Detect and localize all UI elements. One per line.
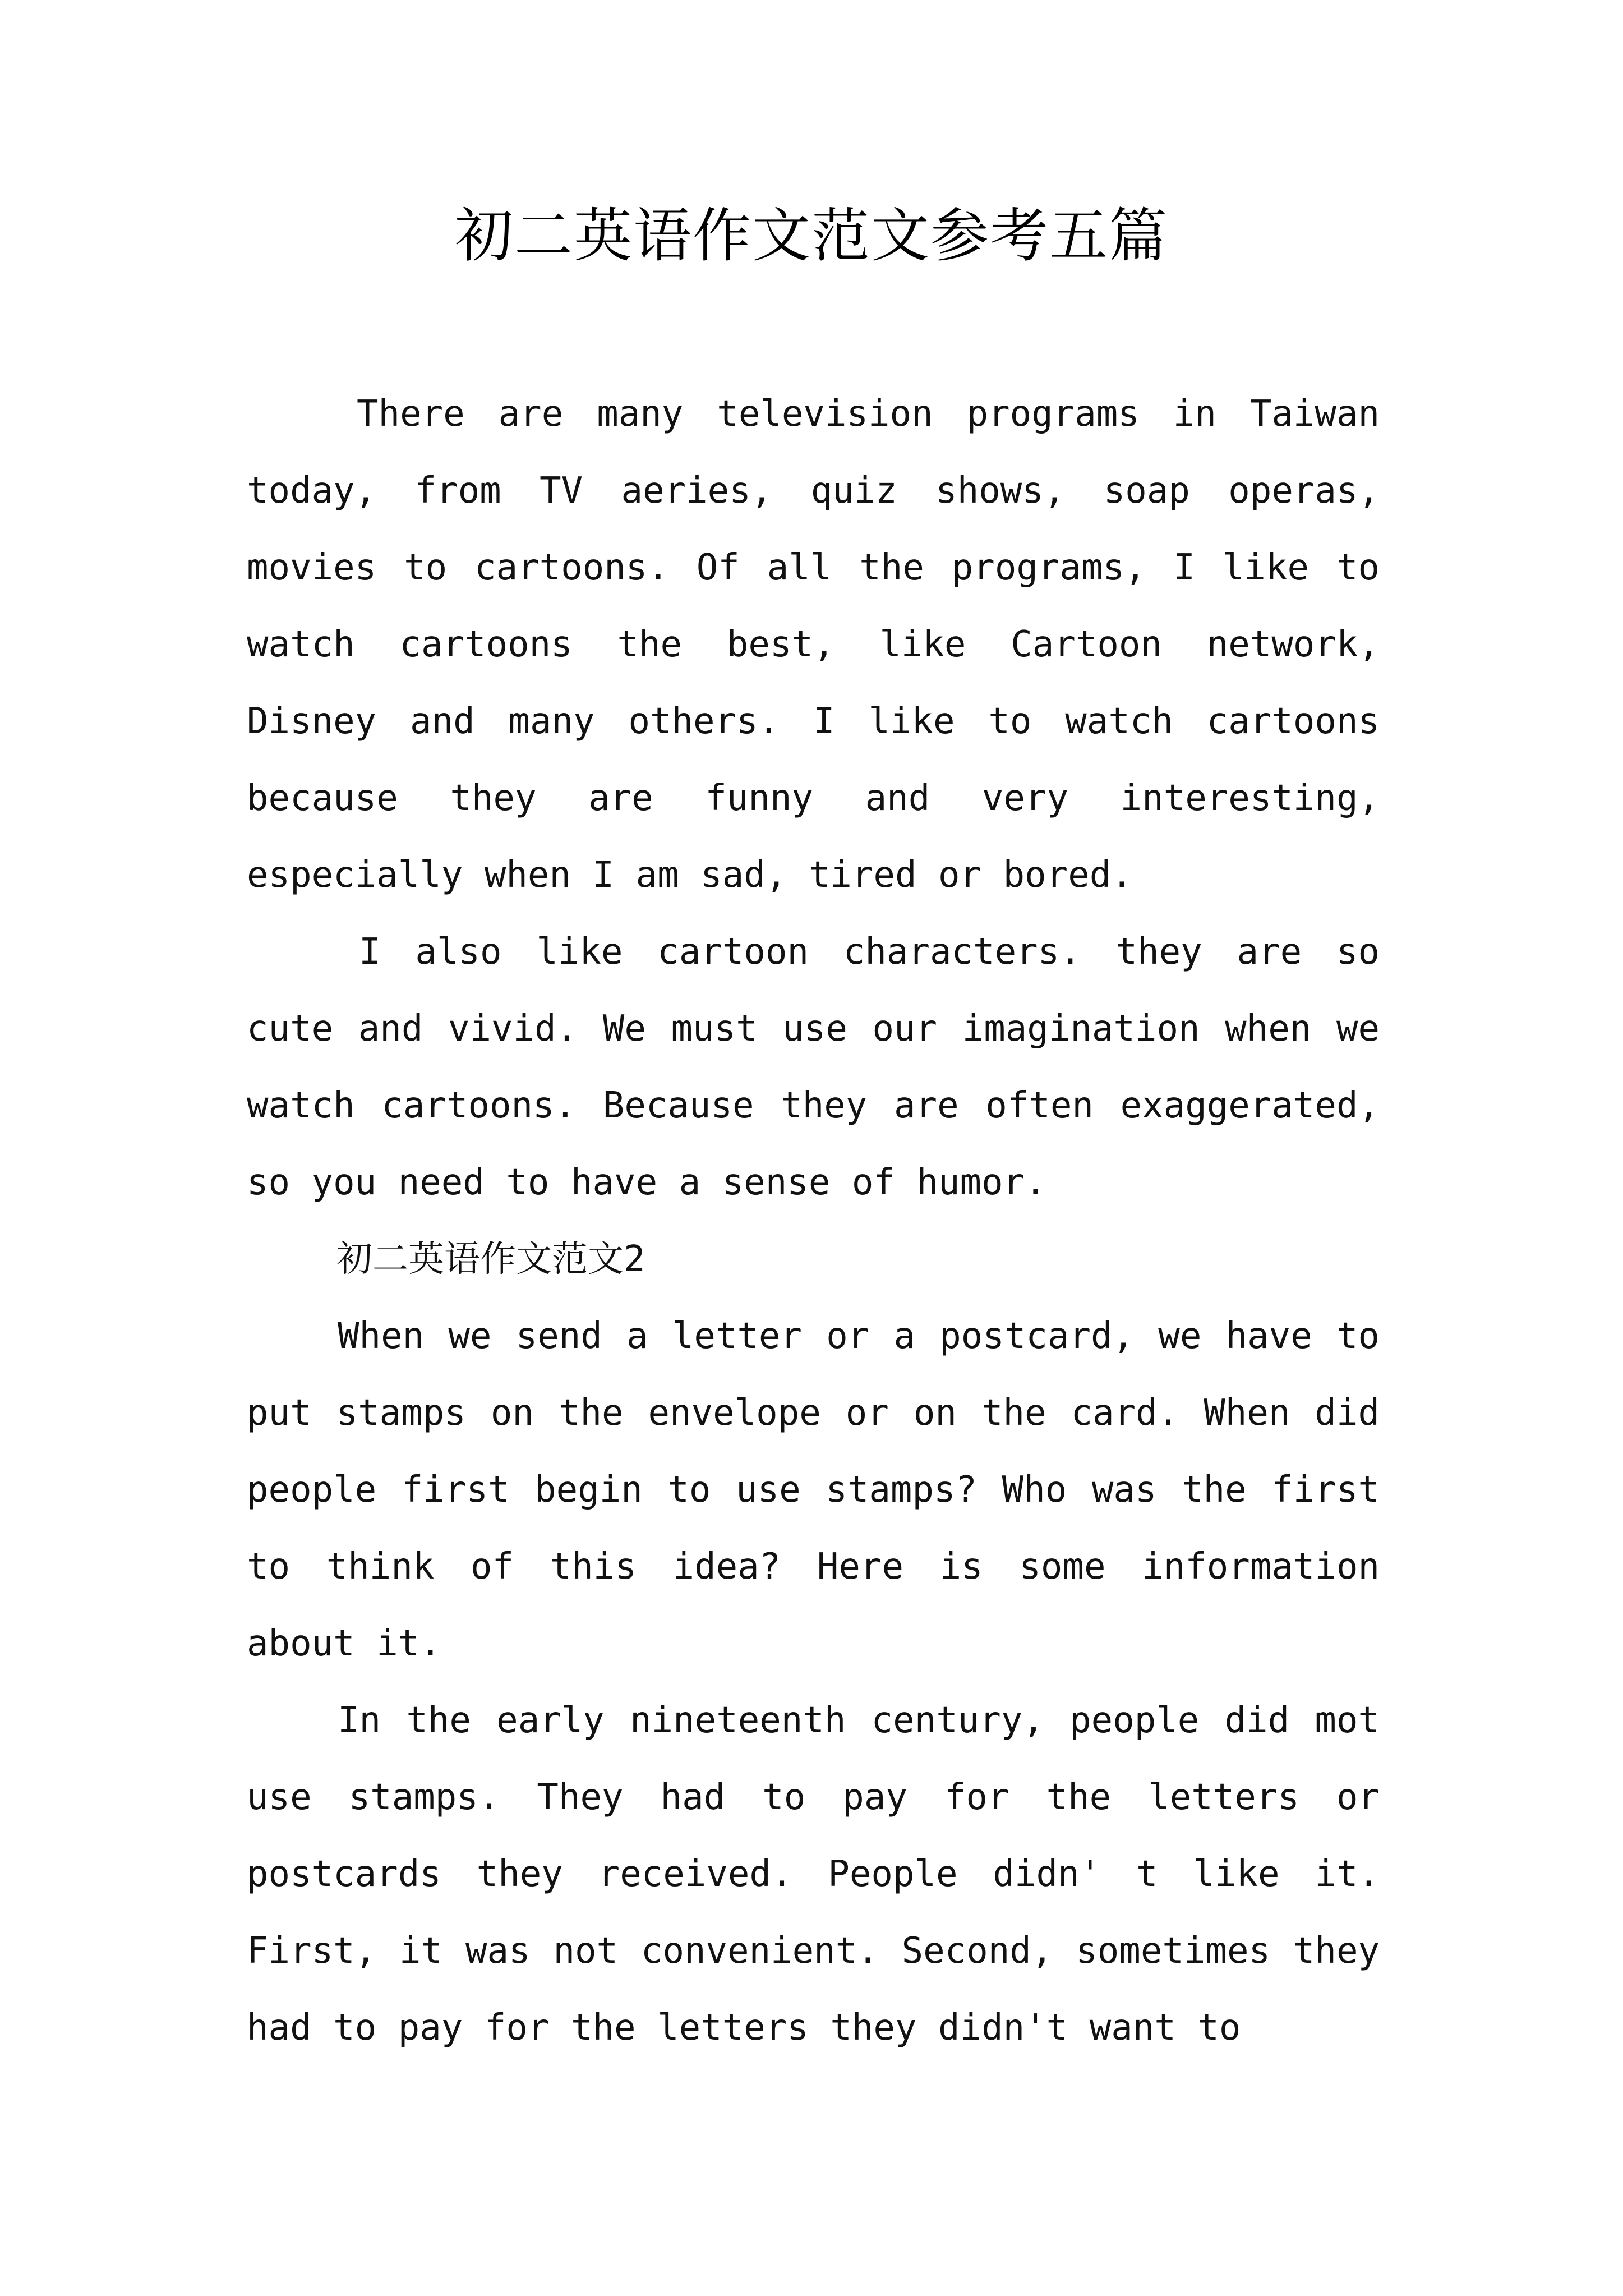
paragraph-2: I also like cartoon characters. they are so cute and vivid. We must use our imagination when we watch cartoons. Because they are often exaggerated, so you need to have a sense of humor.: [247, 931, 1380, 1203]
section-heading-2: 初二英语作文范文2: [336, 1239, 645, 1280]
document-title: 初二英语作文范文参考五篇: [454, 201, 1168, 270]
document-body: [247, 376, 1380, 2067]
paragraph-4: In the early nineteenth century, people did mot use stamps. They had to pay for the letters or postcards they received. People didn' t like it. First, it was not convenient. Second, sometimes they had to pay for the letters they didn't want to: [247, 1700, 1380, 2049]
paragraph-1: There are many television programs in Taiwan today, from TV aeries, quiz shows, soap operas, movies to cartoons. Of all the programs, I like to watch cartoons the best, like Cartoon network, Disney and many others. I like to watch cartoons because they are funny and very interesting, especially when I am sad, tired or bored.: [247, 393, 1380, 896]
paragraph-3: When we send a letter or a postcard, we have to put stamps on the envelope or on the card. When did people first begin to use stamps? Who was the first to think of this idea? Here is some information about it.: [247, 1315, 1380, 1664]
